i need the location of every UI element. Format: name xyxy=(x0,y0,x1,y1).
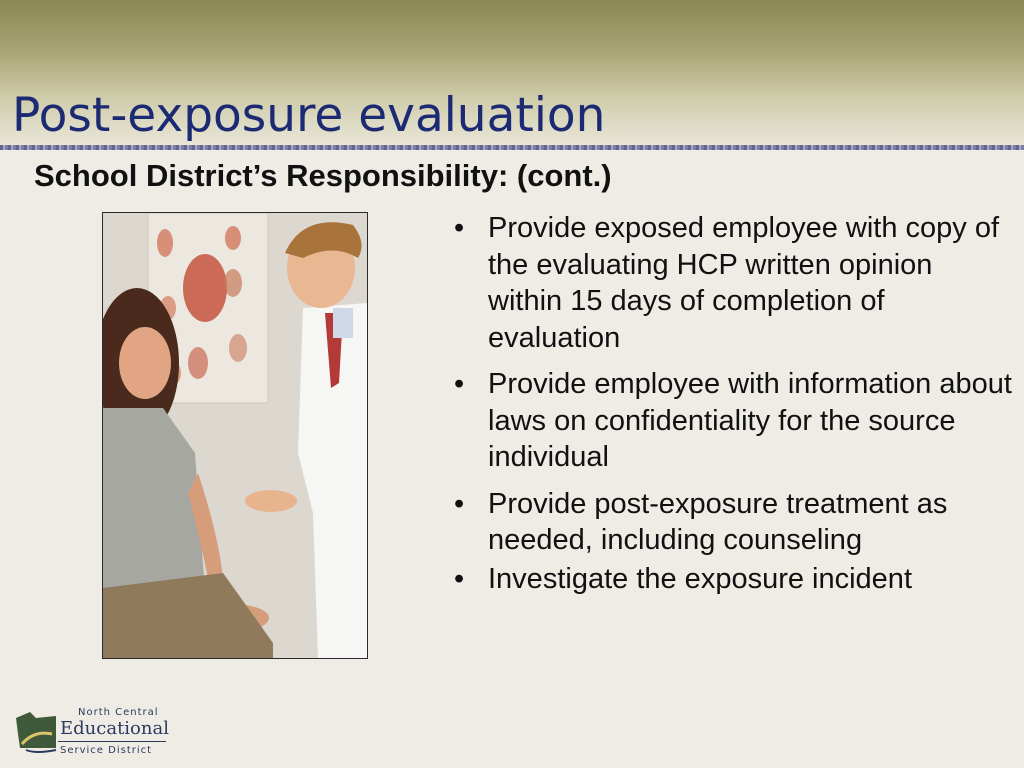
logo-line2: Educational xyxy=(60,718,169,739)
photo-illustration xyxy=(103,213,367,658)
bullet-text: Provide post-exposure treatment as needed, including counseling xyxy=(488,487,948,556)
organization-logo xyxy=(12,704,172,760)
slide-subtitle: School District’s Responsibility: (cont.) xyxy=(34,158,612,193)
logo-line1: North Central xyxy=(78,707,159,718)
logo-line3: Service District xyxy=(60,745,153,756)
title-divider xyxy=(0,145,1024,150)
bullet-item xyxy=(452,366,1012,476)
slide-title: Post-exposure evaluation xyxy=(12,88,606,143)
bullet-text: Provide exposed employee with copy of the evaluating HCP written opinion within 15 days of completion of evaluation xyxy=(488,212,1000,354)
washington-state-logo-icon xyxy=(12,704,62,760)
bullet-item xyxy=(452,210,1012,356)
bullet-item xyxy=(452,486,1012,559)
bullet-list xyxy=(452,210,1012,607)
bullet-icon: • xyxy=(454,562,465,595)
bullet-icon: • xyxy=(454,487,465,520)
bullet-text: Provide employee with information about laws on confidentiality for the source individual xyxy=(488,368,1012,473)
bullet-text: Investigate the exposure incident xyxy=(488,562,912,595)
bullet-icon: • xyxy=(454,368,465,400)
bullet-item xyxy=(452,561,1012,598)
bullet-icon: • xyxy=(454,212,465,244)
logo-divider xyxy=(58,741,166,742)
doctor-patient-photo xyxy=(102,212,368,659)
